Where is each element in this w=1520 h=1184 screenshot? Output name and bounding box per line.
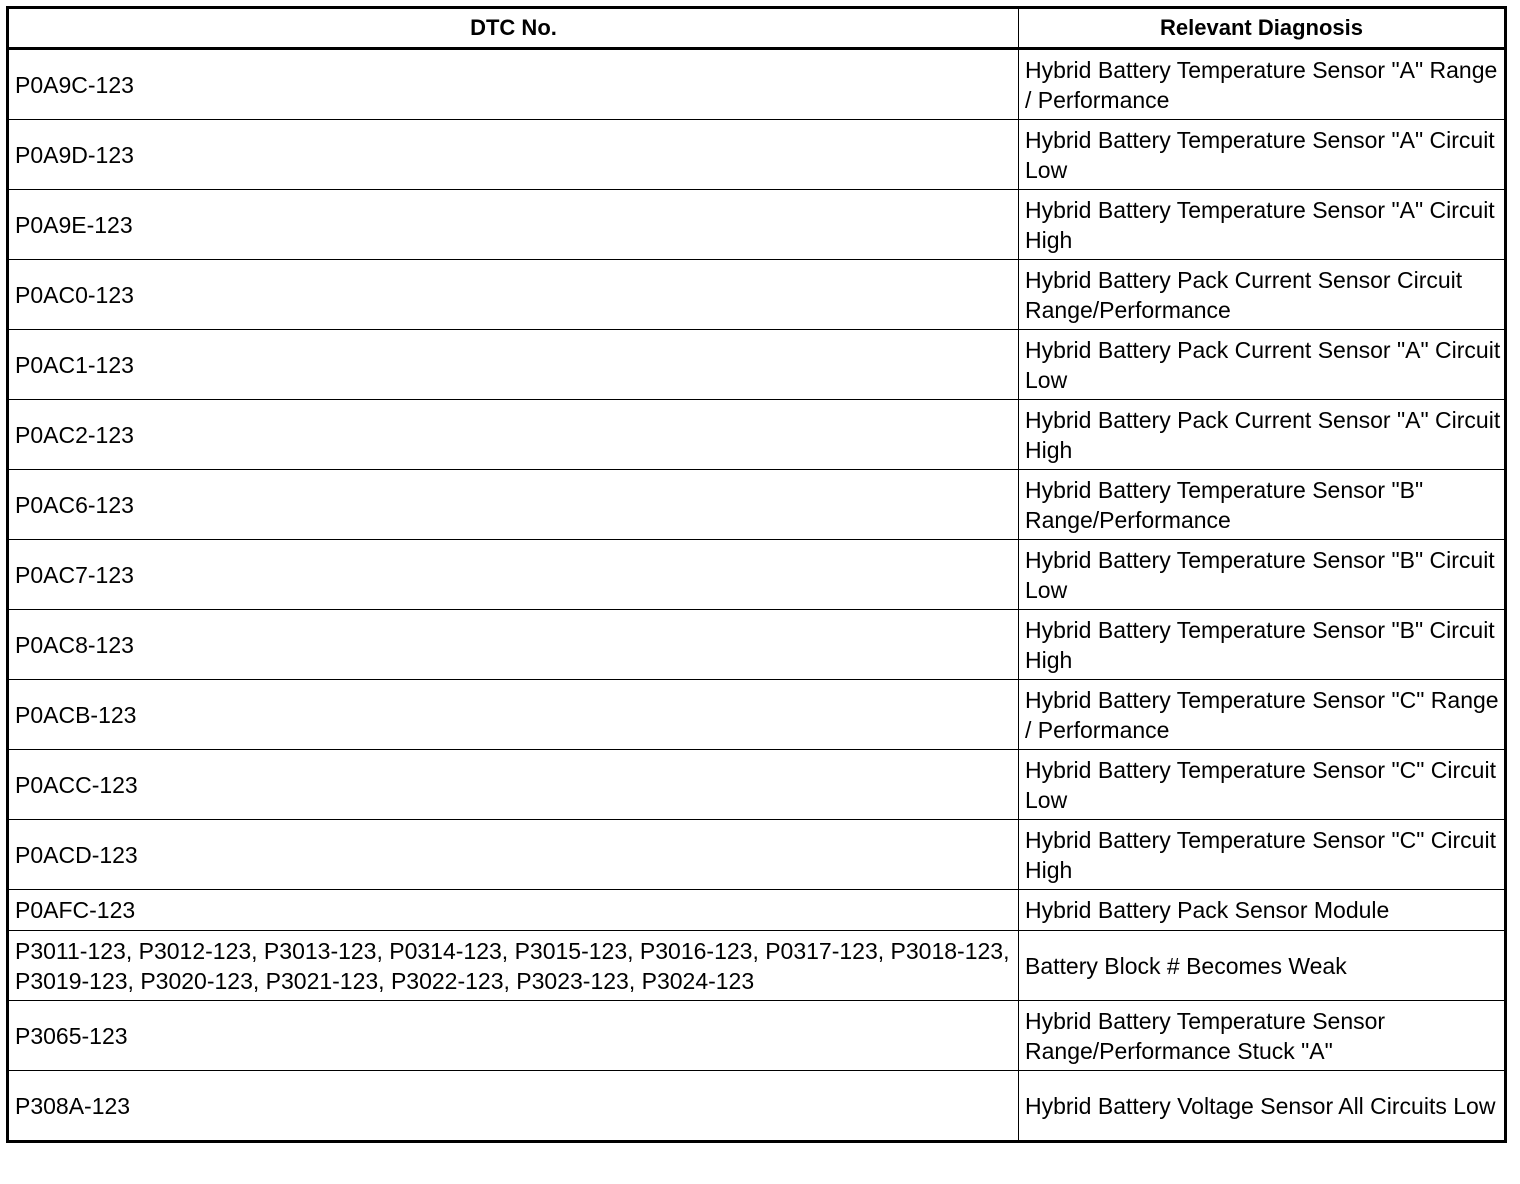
dtc-cell: P0AC2-123	[8, 400, 1019, 470]
dtc-cell: P0ACC-123	[8, 750, 1019, 820]
diagnosis-cell: Hybrid Battery Temperature Sensor "B" Range/Performance	[1019, 470, 1506, 540]
dtc-cell: P3011-123, P3012-123, P3013-123, P0314-123, P3015-123, P3016-123, P0317-123, P3018-123, P3019-123, P3020-123, P3021-123, P3022-123, P3023-123, P3024-123	[8, 931, 1019, 1001]
dtc-cell: P0AC6-123	[8, 470, 1019, 540]
table-row	[8, 680, 1506, 750]
diagnosis-cell: Hybrid Battery Temperature Sensor "C" Range / Performance	[1019, 680, 1506, 750]
table-row	[8, 1001, 1506, 1071]
dtc-cell: P0A9D-123	[8, 120, 1019, 190]
dtc-cell: P0AFC-123	[8, 890, 1019, 931]
diagnosis-cell: Hybrid Battery Temperature Sensor Range/Performance Stuck "A"	[1019, 1001, 1506, 1071]
diagnosis-cell: Hybrid Battery Temperature Sensor "A" Circuit Low	[1019, 120, 1506, 190]
table-row	[8, 330, 1506, 400]
diagnosis-cell: Hybrid Battery Voltage Sensor All Circuits Low	[1019, 1071, 1506, 1142]
table-row	[8, 190, 1506, 260]
diagnosis-cell: Hybrid Battery Pack Sensor Module	[1019, 890, 1506, 931]
dtc-table	[6, 6, 1507, 1143]
header-relevant-diagnosis: Relevant Diagnosis	[1019, 8, 1506, 49]
table-row	[8, 1071, 1506, 1142]
diagnosis-cell: Hybrid Battery Pack Current Sensor Circuit Range/Performance	[1019, 260, 1506, 330]
table-row	[8, 120, 1506, 190]
table-row	[8, 890, 1506, 931]
diagnosis-cell: Hybrid Battery Temperature Sensor "B" Circuit High	[1019, 610, 1506, 680]
dtc-cell: P0AC8-123	[8, 610, 1019, 680]
table-row	[8, 49, 1506, 120]
dtc-cell: P0AC7-123	[8, 540, 1019, 610]
table-row	[8, 820, 1506, 890]
dtc-cell: P0AC0-123	[8, 260, 1019, 330]
table-row	[8, 750, 1506, 820]
diagnosis-cell: Hybrid Battery Pack Current Sensor "A" Circuit High	[1019, 400, 1506, 470]
dtc-cell: P0ACB-123	[8, 680, 1019, 750]
header-row	[8, 8, 1506, 49]
diagnosis-cell: Battery Block # Becomes Weak	[1019, 931, 1506, 1001]
diagnosis-cell: Hybrid Battery Temperature Sensor "C" Circuit Low	[1019, 750, 1506, 820]
dtc-cell: P0A9C-123	[8, 49, 1019, 120]
table-row	[8, 610, 1506, 680]
table-row	[8, 540, 1506, 610]
dtc-cell: P308A-123	[8, 1071, 1019, 1142]
table-row	[8, 470, 1506, 540]
dtc-cell: P3065-123	[8, 1001, 1019, 1071]
diagnosis-cell: Hybrid Battery Temperature Sensor "C" Circuit High	[1019, 820, 1506, 890]
table-row	[8, 400, 1506, 470]
dtc-cell: P0ACD-123	[8, 820, 1019, 890]
table-row	[8, 931, 1506, 1001]
dtc-cell: P0A9E-123	[8, 190, 1019, 260]
dtc-cell: P0AC1-123	[8, 330, 1019, 400]
diagnosis-cell: Hybrid Battery Temperature Sensor "B" Circuit Low	[1019, 540, 1506, 610]
table-row	[8, 260, 1506, 330]
diagnosis-cell: Hybrid Battery Temperature Sensor "A" Range / Performance	[1019, 49, 1506, 120]
diagnosis-cell: Hybrid Battery Temperature Sensor "A" Circuit High	[1019, 190, 1506, 260]
diagnosis-cell: Hybrid Battery Pack Current Sensor "A" Circuit Low	[1019, 330, 1506, 400]
header-dtc-no: DTC No.	[8, 8, 1019, 49]
